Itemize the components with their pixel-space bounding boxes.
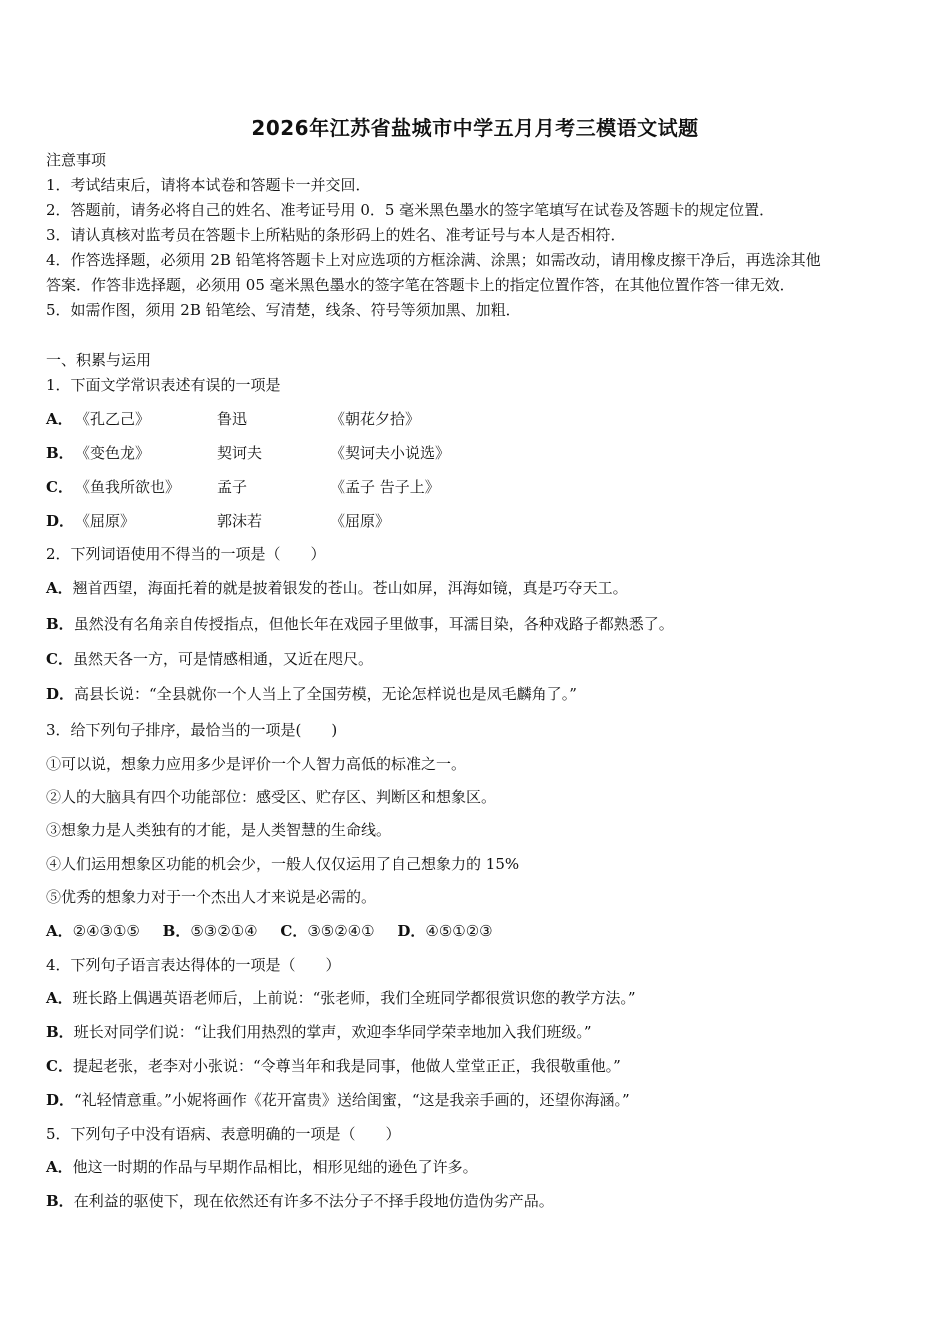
option-label: B． — [162, 922, 191, 940]
option-text: 翘首西望，海面托着的就是披着银发的苍山。苍山如屏，洱海如镜，真是巧夺天工。 — [72, 579, 628, 597]
option-label: B． — [46, 615, 74, 633]
option-label: D． — [46, 512, 75, 530]
q3-option-b — [163, 921, 258, 941]
q1-option-a — [46, 408, 906, 430]
option-label: B． — [46, 444, 74, 462]
q2-option-a — [46, 578, 628, 598]
option-text: ⑤③②①④ — [190, 922, 258, 940]
q3-option-c — [280, 921, 374, 941]
q4-option-d — [46, 1090, 630, 1110]
option-author: 鲁迅 — [217, 410, 248, 428]
option-text: 在利益的驱使下，现在依然还有许多不法分子不择手段地仿造伪劣产品。 — [73, 1192, 554, 1210]
option-source: 《孟子 告子上》 — [330, 478, 440, 496]
notice-heading: 注意事项 — [46, 151, 107, 169]
notice-item: 3．请认真核对监考员在答题卡上所粘贴的条形码上的姓名、准考证号与本人是否相符． — [46, 226, 626, 244]
option-text: “礼轻情意重。”小妮将画作《花开富贵》送给闺蜜，“这是我亲手画的，还望你海涵。” — [74, 1091, 630, 1109]
q1-option-c — [46, 476, 906, 498]
option-text: 虽然没有名角亲自传授指点，但他长年在戏园子里做事，耳濡目染，各种戏路子都熟悉了。 — [73, 615, 674, 633]
q4-option-b — [46, 1022, 592, 1042]
q3-options — [46, 921, 511, 941]
option-source: 《契诃夫小说选》 — [330, 444, 451, 462]
option-author: 契诃夫 — [217, 444, 263, 462]
q2-option-d — [46, 684, 577, 704]
option-text: 班长路上偶遇英语老师后，上前说：“张老师，我们全班同学都很赏识您的教学方法。” — [72, 989, 636, 1007]
option-source: 《屈原》 — [330, 512, 391, 530]
q3-sentence: ⑤优秀的想象力对于一个杰出人才来说是必需的。 — [46, 888, 377, 906]
option-text: 高县长说：“全县就你一个人当上了全国劳模，无论怎样说也是凤毛麟角了。” — [74, 685, 577, 703]
option-text: ③⑤②④① — [307, 922, 375, 940]
q3-sentence: ②人的大脑具有四个功能部位：感受区、贮存区、判断区和想象区。 — [46, 788, 497, 806]
option-text: 虽然天各一方，可是情感相通，又近在咫尺。 — [72, 650, 373, 668]
option-source: 《朝花夕拾》 — [330, 410, 421, 428]
option-author: 郭沫若 — [217, 512, 263, 530]
option-label: A． — [46, 1158, 73, 1176]
q3-option-d — [397, 921, 492, 941]
question-stem-2: 2．下列词语使用不得当的一项是（ ） — [46, 545, 326, 563]
question-stem-4: 4．下列句子语言表达得体的一项是（ ） — [46, 956, 341, 974]
q3-option-a — [46, 921, 140, 941]
section-heading: 一、积累与运用 — [46, 351, 152, 369]
option-work: 《屈原》 — [75, 512, 136, 530]
notice-item: 4．作答选择题，必须用 2B 铅笔将答题卡上对应选项的方框涂满、涂黑；如需改动，请用橡皮擦干净后，再选涂其他 — [46, 251, 821, 269]
option-author: 孟子 — [217, 478, 248, 496]
q3-sentence: ④人们运用想象区功能的机会少，一般人仅仅运用了自己想象力的 15% — [46, 855, 520, 873]
page-title: 2026年江苏省盐城市中学五月月考三模语文试题 — [251, 116, 699, 140]
option-label: C． — [46, 650, 73, 668]
notice-item: 5．如需作图，须用 2B 铅笔绘、写清楚，线条、符号等须加黑、加粗． — [46, 301, 521, 319]
q4-option-c — [46, 1056, 621, 1076]
option-text: 提起老张，老李对小张说：“令尊当年和我是同事，他做人堂堂正正，我很敬重他。” — [72, 1057, 621, 1075]
option-text: ②④③①⑤ — [72, 922, 140, 940]
option-label: B． — [46, 1192, 74, 1210]
question-stem-1: 1．下面文学常识表述有误的一项是 — [46, 376, 281, 394]
q3-sentence: ①可以说，想象力应用多少是评价一个人智力高低的标准之一。 — [46, 755, 467, 773]
notice-item: 2．答题前，请务必将自己的姓名、准考证号用 0．5 毫米黑色墨水的签字笔填写在试卷及答题卡的规定位置． — [46, 201, 775, 219]
option-label: A． — [46, 922, 73, 940]
q4-option-a — [46, 988, 635, 1008]
option-label: B． — [46, 1023, 74, 1041]
q2-option-b — [46, 614, 674, 634]
option-text: ④⑤①②③ — [425, 922, 493, 940]
option-work: 《变色龙》 — [75, 444, 151, 462]
option-label: D． — [397, 922, 426, 940]
option-work: 《孔乙己》 — [75, 410, 151, 428]
question-stem-3: 3．给下列句子排序，最恰当的一项是( ) — [46, 721, 338, 739]
q5-option-a — [46, 1157, 478, 1177]
notice-item: 答案．作答非选择题，必须用 05 毫米黑色墨水的签字笔在答题卡上的指定位置作答，在其他位置作答一律无效． — [46, 276, 795, 294]
option-label: D． — [46, 685, 75, 703]
q2-option-c — [46, 649, 373, 669]
option-work: 《鱼我所欲也》 — [75, 478, 181, 496]
option-text: 他这一时期的作品与早期作品相比，相形见绌的逊色了许多。 — [72, 1158, 478, 1176]
option-label: A． — [46, 579, 73, 597]
option-text: 班长对同学们说：“让我们用热烈的掌声，欢迎李华同学荣幸地加入我们班级。” — [73, 1023, 592, 1041]
option-label: C． — [280, 922, 308, 940]
option-label: C． — [46, 478, 73, 496]
q1-option-d — [46, 510, 906, 532]
question-stem-5: 5．下列句子中没有语病、表意明确的一项是（ ） — [46, 1125, 401, 1143]
option-label: A． — [46, 410, 73, 428]
q1-option-b — [46, 442, 906, 464]
q5-option-b — [46, 1191, 554, 1211]
q3-sentence: ③想象力是人类独有的才能，是人类智慧的生命线。 — [46, 821, 392, 839]
option-label: A． — [46, 989, 73, 1007]
option-label: D． — [46, 1091, 75, 1109]
notice-item: 1．考试结束后，请将本试卷和答题卡一并交回． — [46, 176, 371, 194]
option-label: C． — [46, 1057, 73, 1075]
